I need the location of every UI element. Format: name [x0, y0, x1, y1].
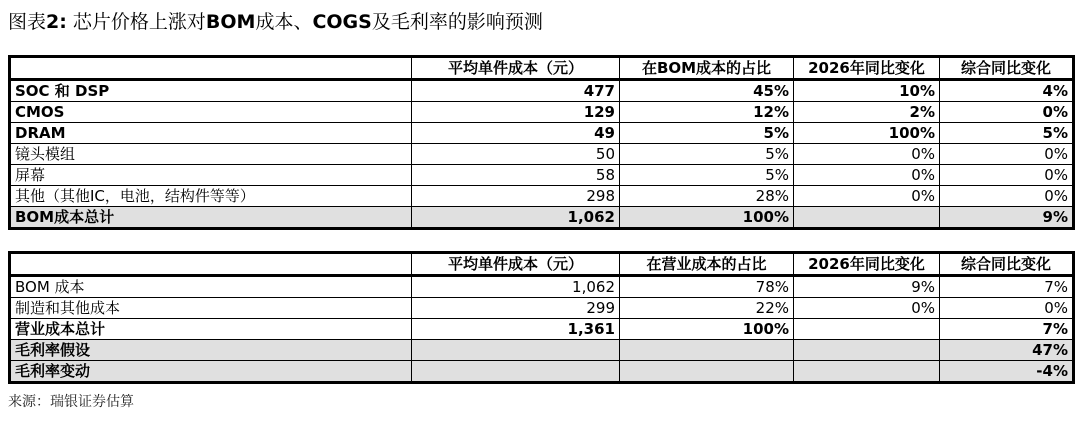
title-prefix: 图表 [8, 11, 47, 33]
table-row [10, 298, 1074, 319]
cell-value: 22% [620, 298, 794, 319]
cell-value: 28% [620, 186, 794, 207]
cell-value: 5% [620, 165, 794, 186]
row-label: SOC 和 DSP [10, 80, 412, 102]
cell-value: 477 [412, 80, 620, 102]
cell-value: 10% [794, 80, 940, 102]
cell-value: 1,361 [412, 319, 620, 340]
row-label: 制造和其他成本 [10, 298, 412, 319]
table-row [10, 123, 1074, 144]
cell-value: 4% [940, 80, 1074, 102]
margin-change-row [10, 361, 1074, 383]
table-row [10, 186, 1074, 207]
table-row [10, 102, 1074, 123]
row-label: BOM 成本 [10, 276, 412, 298]
cell-value: 7% [940, 319, 1074, 340]
cell-value [620, 361, 794, 383]
figure-title [8, 8, 543, 36]
title-text-2: 成本、 [255, 11, 313, 33]
table-row [10, 144, 1074, 165]
cell-value: 50 [412, 144, 620, 165]
header-cell: 平均单件成本（元） [412, 253, 620, 276]
cell-value: 0% [940, 165, 1074, 186]
cell-value: 2% [794, 102, 940, 123]
cell-value: 7% [940, 276, 1074, 298]
cell-value: 100% [794, 123, 940, 144]
cell-value: 1,062 [412, 207, 620, 229]
cell-value: 100% [620, 207, 794, 229]
header-row [10, 57, 1074, 80]
cell-value: 58 [412, 165, 620, 186]
row-label: 屏幕 [10, 165, 412, 186]
row-label: CMOS [10, 102, 412, 123]
cell-value: 299 [412, 298, 620, 319]
cell-value [794, 340, 940, 361]
source-note: 来源：瑞银证券估算 [8, 394, 134, 410]
cell-value: 0% [940, 144, 1074, 165]
row-label: 镜头模组 [10, 144, 412, 165]
header-cell: 综合同比变化 [940, 253, 1074, 276]
cell-value: 0% [940, 298, 1074, 319]
header-cell: 综合同比变化 [940, 57, 1074, 80]
table-row [10, 276, 1074, 298]
cell-value: 129 [412, 102, 620, 123]
table-row [10, 165, 1074, 186]
header-cell: 在BOM成本的占比 [620, 57, 794, 80]
cell-value: 5% [620, 123, 794, 144]
cell-value: 0% [794, 144, 940, 165]
header-cell: 在营业成本的占比 [620, 253, 794, 276]
row-label: DRAM [10, 123, 412, 144]
cell-value: -4% [940, 361, 1074, 383]
header-cell: 2026年同比变化 [794, 57, 940, 80]
cell-value: 47% [940, 340, 1074, 361]
cell-value [412, 361, 620, 383]
margin-assumption-row [10, 340, 1074, 361]
title-text-3: 及毛利率的影响预测 [371, 11, 543, 33]
cell-value [794, 361, 940, 383]
cell-value [794, 319, 940, 340]
cell-value: 78% [620, 276, 794, 298]
cell-value: 9% [940, 207, 1074, 229]
cell-value: 0% [794, 298, 940, 319]
cell-value: 5% [620, 144, 794, 165]
cell-value: 298 [412, 186, 620, 207]
bom-cost-table [8, 55, 1075, 230]
cell-value: 100% [620, 319, 794, 340]
cell-value [620, 340, 794, 361]
cogs-margin-table [8, 251, 1075, 384]
cell-value: 0% [940, 186, 1074, 207]
row-label: 其他（其他IC，电池，结构件等等） [10, 186, 412, 207]
title-cogs: COGS [312, 11, 372, 33]
cell-value: 0% [794, 165, 940, 186]
cell-value [794, 207, 940, 229]
row-label: 营业成本总计 [10, 319, 412, 340]
row-label: BOM成本总计 [10, 207, 412, 229]
table-row [10, 80, 1074, 102]
title-number: 2: [46, 11, 67, 33]
cell-value: 9% [794, 276, 940, 298]
cell-value: 0% [794, 186, 940, 207]
header-row [10, 253, 1074, 276]
title-text-1: 芯片价格上涨对 [66, 11, 206, 33]
cell-value [412, 340, 620, 361]
header-cell: 2026年同比变化 [794, 253, 940, 276]
cell-value: 5% [940, 123, 1074, 144]
cell-value: 45% [620, 80, 794, 102]
cell-value: 0% [940, 102, 1074, 123]
total-row [10, 319, 1074, 340]
row-label: 毛利率变动 [10, 361, 412, 383]
cell-value: 49 [412, 123, 620, 144]
total-row [10, 207, 1074, 229]
row-label: 毛利率假设 [10, 340, 412, 361]
header-cell [10, 253, 412, 276]
header-cell [10, 57, 412, 80]
header-cell: 平均单件成本（元） [412, 57, 620, 80]
cell-value: 1,062 [412, 276, 620, 298]
title-bom: BOM [205, 11, 256, 33]
cell-value: 12% [620, 102, 794, 123]
